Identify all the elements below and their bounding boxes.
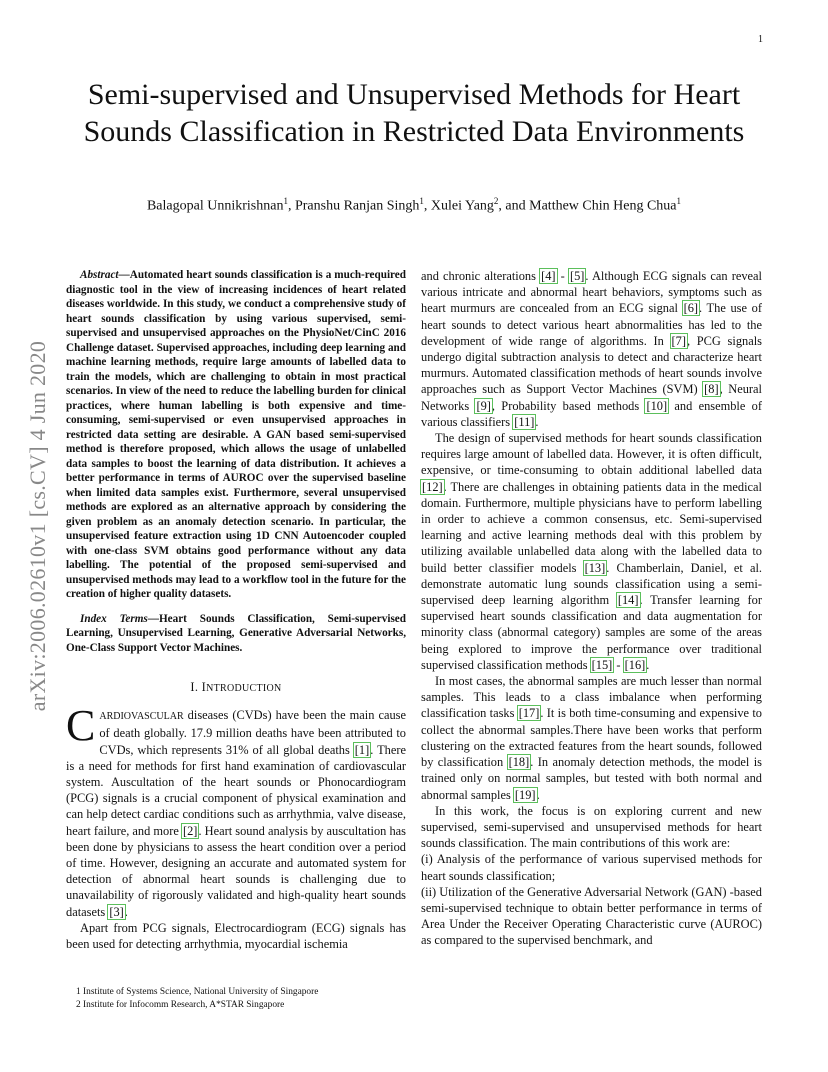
index-terms [66,612,406,656]
right-paragraph-4: In this work, the focus is on exploring current and new supervised, semi-supervised and unsupervised methods for heart sounds classification. The main contributions of this work are: [421,803,762,851]
section-heading-introduction [66,679,406,697]
citation-link[interactable]: [15] [591,657,613,672]
citation-link[interactable]: [1] [354,742,370,757]
author-separator: , and [498,198,530,214]
citation-link[interactable]: [7] [671,333,686,348]
paper-title: Semi-supervised and Unsupervised Methods for Heart Sounds Classification in Restricted Data Environments [83,78,745,148]
text-run: and ensemble of various classifiers [421,398,762,429]
author-separator: , [423,198,431,214]
drop-cap: C [66,701,96,751]
citation-link[interactable]: [3] [109,904,124,919]
author-list [60,196,768,215]
right-paragraph-2 [421,430,762,673]
text-run: . [646,657,650,672]
author-name: Balagopal Unnikrishnan [146,198,284,214]
author-name: Xulei Yang [430,198,494,214]
intro-lead-word: ARDIOVASCULAR [99,711,184,723]
citation-link[interactable]: [6] [683,301,699,316]
intro-paragraph-1 [66,701,406,920]
text-run: . [536,787,540,802]
author-separator: , [287,198,295,214]
citation-link[interactable]: [11] [514,414,535,429]
text-run: . The use of heart sounds to detect various heart abnormalities has led to the development of wide range of algorithms. In [421,301,762,348]
author-name: Matthew Chin Heng Chua [529,198,677,214]
author-affiliation: 1 [676,196,682,206]
text-run: . Heart sound analysis by auscultation has been done by physicians to assess the heart condition over a period of time. However, designing an accurate and automated system for detection of abnormal heart sounds is challenging due to unavailability of rigorously validated and high-quality heart sounds datasets [66,823,406,919]
citation-link[interactable]: [5] [569,269,585,283]
text-run: , PCG signals undergo digital subtraction analysis to detect and characterize heart murmurs. Automated classification methods of heart sounds involve approaches such as Support Vector Machines (SVM) [421,333,762,397]
citation-link[interactable]: [12] [422,479,443,494]
footnote-2: 2 Institute for Infocomm Research, A*STAR Singapore [76,1000,285,1010]
citation-link[interactable]: [2] [182,823,198,838]
text-run: and chronic alterations [421,269,541,283]
citation-link[interactable]: [8] [704,382,719,397]
citation-link[interactable]: [19] [514,787,536,802]
intro-paragraph-2: Apart from PCG signals, Electrocardiogram (ECG) signals has been used for detecting arrhythmia, myocardial ischemia [66,920,406,952]
section-rest: NTRODUCTION [206,683,282,694]
text-run: The design of supervised methods for heart sounds classification requires large amount of labelled data. However, it is often difficult, expensive, or time-consuming to obtain additional labelled data [421,431,762,478]
abstract [66,268,406,602]
right-column [421,268,762,949]
text-run: . In anomaly detection methods, the model is trained only on normal samples, but tested with both normal and abnormal samples [421,755,762,802]
citation-link[interactable]: [4] [541,269,556,283]
text-run: In most cases, the abnormal samples are much lesser than normal samples. This leads to a class imbalance when performing classification tasks [421,674,762,721]
citation-link[interactable]: [17] [518,706,540,721]
text-run: , Neural Networks [421,382,762,413]
citation-link[interactable]: [13] [584,560,606,575]
citation-link[interactable]: [16] [624,657,646,672]
text-run: - [613,657,624,672]
text-run: , Probability based methods [491,398,646,413]
author-name: Pranshu Ranjan Singh [294,198,420,214]
text-run: . It is both time-consuming and expensive to collect the abnormal samples.There have been works that perform clustering on the extracted features from the heart sounds, followed by classification [421,706,762,770]
index-terms-label: Index Terms [80,612,148,625]
citation-link[interactable]: [10] [646,398,668,413]
section-first-letter: I [201,680,207,694]
footnotes [66,986,406,1012]
left-column [66,268,406,952]
author-affiliation: 1 [283,196,288,206]
text-run: . There is a need for methods for first hand examination of cardiovascular system. Auscultation of the heart sounds or Phonocardiogram (PCG) signals is a crucial component of physical examination and can help detect cardiac conditions such as arrhythmia, valve disease, heart failure, and more [66,742,406,838]
footnote-1: 1 Institute of Systems Science, National University of Singapore [76,987,319,997]
page-number: 1 [758,34,763,45]
text-run: . Although ECG signals can reveal various intricate and abnormal heart behaviors, symptoms such as heart murmurs are concealed from an ECG signal [421,269,762,316]
abstract-label: Abstract [80,269,119,281]
text-run: . There are challenges in obtaining patients data in the medical domain. Furthermore, multiple physicians have to perform labelling in order to achieve a common consensus, etc. Semi-supervised learning and active learning methods deal with this problem by utilizing available unlabelled data along with the labelled data to build better classifier models [421,479,762,575]
text-run: . Transfer learning for supervised heart sounds classification and data augmentation for minority class (abnormal category) samples are some of the areas being explored to improve the performance over traditional supervised classification methods [421,593,762,672]
text-run: . [535,414,539,429]
index-terms-text: —Heart Sounds Classification, Semi-supervised Learning, Unsupervised Learning, Generative Adversarial Networks, One-Class Support Vector Machines. [66,612,406,654]
right-paragraph-1 [421,268,762,430]
abstract-text: —Automated heart sounds classification is a much-required diagnostic tool in the view of increasing incidences of heart related diseases worldwide. In this study, we conduct a comprehensive study of heart sounds classification by using various supervised, semi-supervised and unsupervised approaches on the PhysioNet/CinC 2016 Challenge dataset. Supervised approaches, including deep learning and machine learning methods, require large amounts of labelled data to train the models, which are challenging to obtain in most practical scenarios. In view of the need to reduce the labelling burden for clinical practices, where human labelling is both expensive and time-consuming, semi-supervised or even unsupervised approaches in restricted data setting are desirable. A GAN based semi-supervised method is therefore proposed, which allows the usage of unlabelled data samples to boost the learning of data distribution. It achieves a better performance in terms of AUROC over the supervised baseline when limited data samples exist. Furthermore, several unsupervised methods are explored as an alternative approach by considering the given problem as an anomaly detection scenario. In particular, the unsupervised feature extraction using 1D CNN Autoencoder coupled with one-class SVM obtains good performance without any data labelling. The potential of the proposed semi-supervised and unsupervised methods may lead to a workflow tool in the future for the creation of higher quality datasets. [66,269,406,600]
text-run: - [556,269,569,283]
author-affiliation: 1 [419,196,424,206]
author-affiliation: 2 [493,196,499,206]
section-numeral: I. [190,680,202,694]
citation-link[interactable]: [9] [476,398,491,413]
text-run: diseases (CVDs) have been the main cause of death globally. 17.9 million deaths have been attributed to CVDs, which represents 31% of all global deaths [99,708,406,757]
citation-link[interactable]: [14] [617,593,639,608]
contribution-item-1: (i) Analysis of the performance of various supervised methods for heart sounds classification; [421,852,762,883]
text-run: . Chamberlain, Daniel, et al. demonstrate automatic lung sounds classification using a semi-supervised deep learning algorithm [421,560,762,608]
right-paragraph-3 [421,673,762,803]
arxiv-identifier-text: arXiv:2006.02610v1 [cs.CV] 4 Jun 2020 [25,340,50,712]
arxiv-identifier [10,296,66,756]
text-run: . [124,904,128,919]
citation-link[interactable]: [18] [508,755,530,770]
contribution-item-2: (ii) Utilization of the Generative Adversarial Network (GAN) -based semi-supervised technique to obtain better performance in terms of Area Under the Receiver Operating Characteristic curve (AUROC) as compared to the supervised benchmark, and [421,884,762,948]
